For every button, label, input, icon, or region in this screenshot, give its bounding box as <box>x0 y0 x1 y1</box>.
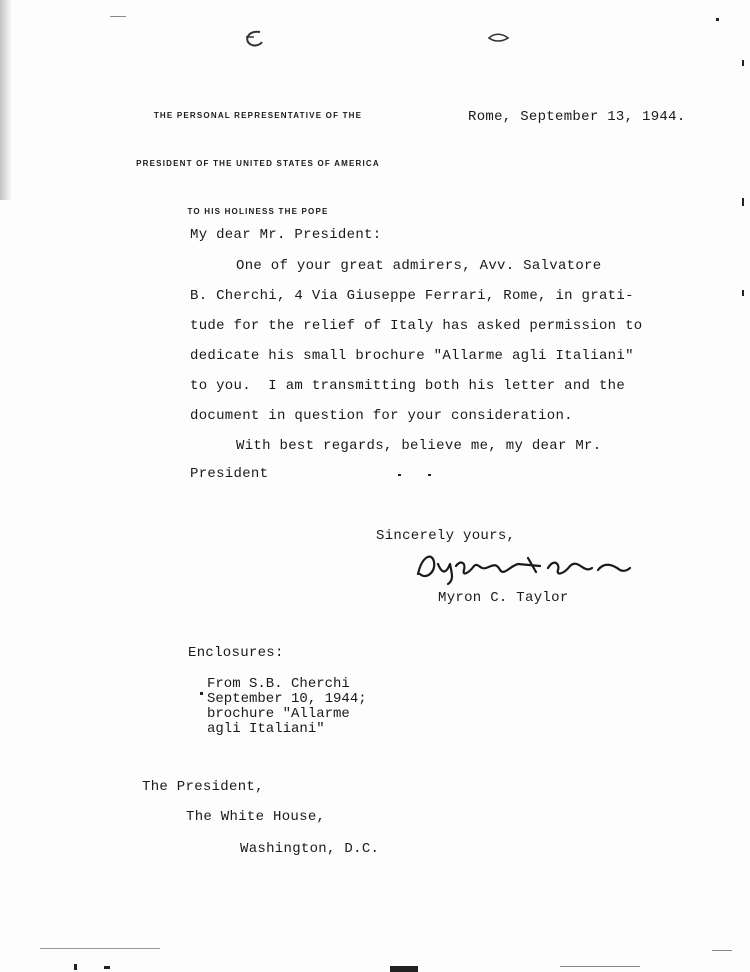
ink-speck <box>716 18 719 21</box>
scan-line <box>560 966 640 967</box>
ink-speck <box>74 964 77 970</box>
paragraph-2-line-2: President <box>190 466 269 482</box>
scan-mark-right <box>486 30 512 46</box>
scan-line <box>40 948 160 949</box>
scan-edge-shadow <box>0 0 12 200</box>
paragraph-1-line-6: document in question for your consideration. <box>190 408 573 424</box>
scan-bar <box>390 966 418 972</box>
enclosure-line-3: brochure "Allarme <box>207 706 350 722</box>
signature-name: Myron C. Taylor <box>438 590 569 606</box>
enclosures-heading: Enclosures: <box>188 645 284 661</box>
scan-line <box>712 950 732 951</box>
ink-speck <box>104 966 110 969</box>
ink-speck <box>428 474 431 476</box>
paragraph-1-line-4: dedicate his small brochure "Allarme agli Italiani" <box>190 348 634 364</box>
paragraph-1-line-2: B. Cherchi, 4 Via Giuseppe Ferrari, Rome, in grati- <box>190 288 634 304</box>
paragraph-1-line-3: tude for the relief of Italy has asked permission to <box>190 318 643 334</box>
letterhead-line-2: PRESIDENT OF THE UNITED STATES OF AMERICA <box>136 159 380 168</box>
ink-speck <box>742 60 744 66</box>
ink-speck <box>742 198 744 206</box>
paragraph-1-line-5: to you. I am transmitting both his letter and the <box>190 378 626 394</box>
enclosure-line-4: agli Italiani" <box>207 721 325 737</box>
scan-mark-left <box>240 28 270 50</box>
scan-line <box>110 16 126 17</box>
paragraph-2-line-1: With best regards, believe me, my dear Mr. <box>236 438 602 454</box>
closing: Sincerely yours, <box>376 528 516 544</box>
paragraph-1-line-1: One of your great admirers, Avv. Salvatore <box>236 258 602 274</box>
enclosure-line-1: From S.B. Cherchi <box>207 676 350 692</box>
letterhead-line-3: TO HIS HOLINESS THE POPE <box>187 207 329 216</box>
address-line-1: The President, <box>142 779 264 795</box>
ink-speck <box>200 692 203 695</box>
address-line-2: The White House, <box>186 809 326 825</box>
signature-drawing <box>408 544 634 586</box>
address-line-3: Washington, D.C. <box>240 841 380 857</box>
letterhead-line-1: THE PERSONAL REPRESENTATIVE OF THE <box>153 111 363 120</box>
salutation: My dear Mr. President: <box>190 227 382 243</box>
enclosure-line-2: September 10, 1944; <box>207 691 367 707</box>
ink-speck <box>742 290 744 296</box>
ink-speck <box>398 474 401 476</box>
dateline: Rome, September 13, 1944. <box>468 109 686 125</box>
